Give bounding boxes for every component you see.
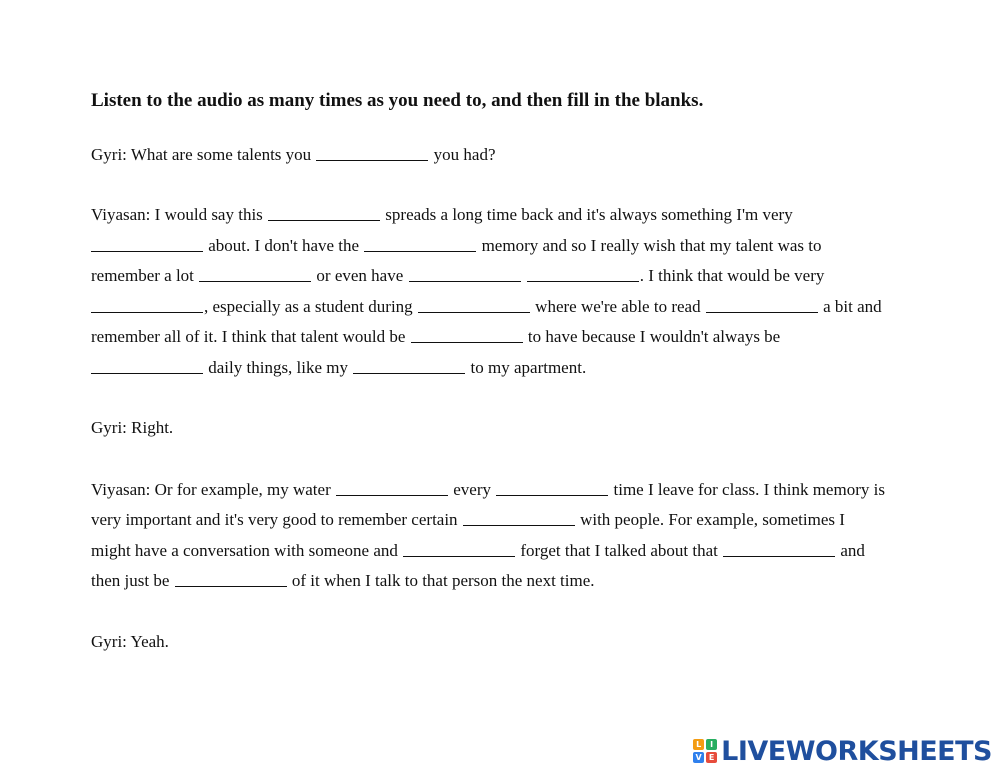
dialogue-line: might have a conversation with someone and forget that I talked about that and [91, 541, 865, 560]
blank-input[interactable] [91, 297, 203, 313]
blank-input[interactable] [91, 358, 203, 374]
dialogue-line: very important and it's very good to remember certain with people. For example, sometimes I [91, 510, 845, 529]
dialogue-line: , especially as a student during where we're able to read a bit and [91, 296, 882, 317]
blank-input[interactable] [723, 541, 835, 557]
dialogue-line: Viyasan: I would say this spreads a long time back and it's always something I'm very [91, 205, 793, 224]
logo-text: LIVEWORKSHEETS [721, 735, 992, 767]
liveworksheets-logo [693, 736, 992, 766]
dialogue-line: Gyri: Right. [91, 418, 174, 437]
blank-input[interactable] [418, 297, 530, 313]
dialogue-line: remember all of it. I think that talent would be to have because I wouldn't always be [91, 327, 781, 346]
dialogue-line: daily things, like my to my apartment. [91, 357, 586, 378]
blank-input[interactable] [364, 236, 476, 252]
logo-tile: I [706, 739, 717, 750]
blank-input[interactable] [175, 571, 287, 587]
blank-input[interactable] [496, 480, 608, 496]
blank-input[interactable] [706, 297, 818, 313]
dialogue-line: remember a lot or even have . I think that would be very [91, 266, 825, 285]
dialogue-line: Gyri: Yeah. [91, 632, 169, 651]
dialogue-line: Gyri: What are some talents you you had? [91, 145, 496, 164]
blank-input[interactable] [91, 236, 203, 252]
blank-input[interactable] [316, 145, 428, 161]
blank-input[interactable] [527, 266, 639, 282]
blank-input[interactable] [336, 480, 448, 496]
blank-input[interactable] [353, 358, 465, 374]
blank-input[interactable] [268, 205, 380, 221]
logo-tile: V [693, 752, 704, 763]
blank-input[interactable] [411, 327, 523, 343]
dialogue-line: then just be of it when I talk to that person the next time. [91, 571, 595, 590]
dialogue-line: about. I don't have the memory and so I really wish that my talent was to [91, 235, 822, 256]
blank-input[interactable] [409, 266, 521, 282]
blank-input[interactable] [463, 510, 575, 526]
logo-tile: E [706, 752, 717, 763]
instructions-heading: Listen to the audio as many times as you need to, and then fill in the blanks. [91, 90, 704, 111]
logo-mark-icon [693, 739, 717, 763]
blank-input[interactable] [199, 266, 311, 282]
logo-tile: L [693, 739, 704, 750]
dialogue-line: Viyasan: Or for example, my water every time I leave for class. I think memory is [91, 480, 885, 499]
blank-input[interactable] [403, 541, 515, 557]
